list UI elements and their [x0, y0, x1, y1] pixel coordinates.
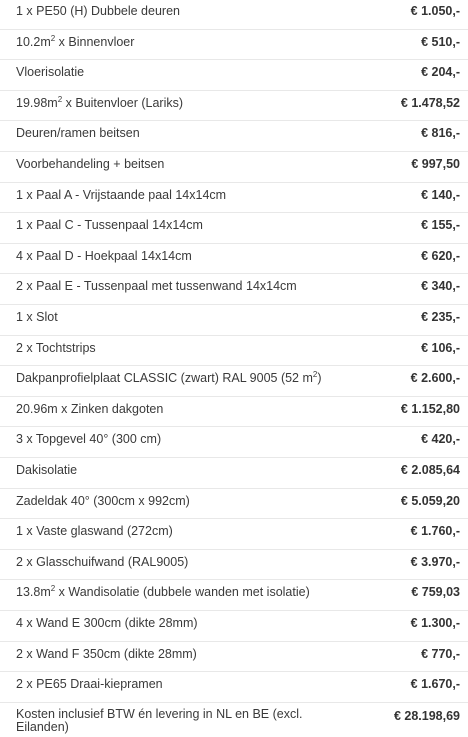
price-row [0, 489, 468, 520]
item-price: € 770,- [421, 646, 460, 661]
price-row [0, 213, 468, 244]
item-label: 2 x PE65 Draai-kiepramen [16, 677, 163, 692]
price-row [0, 427, 468, 458]
item-label: 2 x Glasschuifwand (RAL9005) [16, 554, 189, 569]
total-price: € 28.198,69 [393, 709, 460, 723]
item-label: $13.8m^2$ x Wandisolatie (dubbele wanden met isolatie) [16, 584, 310, 600]
item-price: € 2.600,- [410, 371, 460, 386]
item-label: Deuren/ramen beitsen [16, 126, 140, 141]
item-label: 1 x Paal C - Tussenpaal 14x14cm [16, 218, 203, 233]
item-price: € 997,50 [411, 157, 460, 171]
item-label: 2 x Paal E - Tussenpaal met tussenwand 14x14cm [16, 279, 297, 294]
item-label: Vloerisolatie [16, 65, 85, 80]
price-row [0, 244, 468, 275]
item-label: 1 x Vaste glaswand (272cm) [16, 524, 173, 539]
item-price: € 3.970,- [410, 554, 460, 569]
price-row [0, 397, 468, 428]
price-row [0, 642, 468, 673]
item-label: Dakpanprofielplaat CLASSIC (zwart) RAL 9005 (52 $m^2$) [16, 370, 322, 386]
item-price: € 759,03 [411, 585, 460, 600]
price-row [0, 519, 468, 550]
price-row [0, 366, 468, 397]
item-price: € 155,- [421, 218, 460, 233]
price-row [0, 458, 468, 489]
item-label: 1 x Paal A - Vrijstaande paal 14x14cm [16, 187, 227, 202]
total-row [0, 702, 468, 737]
total-label: Kosten inclusief BTW én levering in NL en BE (excl. Eilanden) [16, 707, 303, 734]
price-row [0, 0, 468, 30]
item-price: € 816,- [421, 126, 460, 141]
item-label: Zadeldak 40° (300cm x 992cm) [16, 493, 190, 508]
item-price: € 340,- [421, 279, 460, 294]
price-row [0, 60, 468, 91]
item-price: € 1.152,80 [400, 401, 460, 416]
item-label: 1 x PE50 (H) Dubbele deuren [16, 4, 180, 18]
item-price: € 510,- [421, 34, 460, 49]
price-row [0, 580, 468, 611]
item-price: € 106,- [421, 340, 460, 355]
item-label: 1 x Slot [16, 310, 58, 324]
item-label: $19.98m^2$ x Buitenvloer (Lariks) [16, 94, 184, 110]
price-row [0, 672, 468, 703]
item-label: 20.96m x Zinken dakgoten [16, 401, 164, 416]
item-price: € 235,- [421, 310, 460, 324]
price-row [0, 550, 468, 581]
item-price: € 420,- [421, 432, 460, 447]
item-label: 2 x Tochtstrips [16, 340, 96, 355]
item-price: € 1.670,- [410, 677, 460, 692]
price-row [0, 274, 468, 305]
item-label: 4 x Paal D - Hoekpaal 14x14cm [16, 248, 192, 263]
item-price: € 204,- [421, 65, 460, 80]
item-label: Voorbehandeling + beitsen [16, 157, 165, 171]
item-price: € 5.059,20 [400, 493, 460, 508]
item-price: € 140,- [421, 187, 460, 202]
item-price: € 1.300,- [410, 616, 460, 630]
item-label: $10.2m^2$ x Binnenvloer [16, 33, 135, 49]
item-label: Dakisolatie [16, 463, 78, 477]
price-row [0, 152, 468, 183]
price-row [0, 183, 468, 214]
item-price: € 2.085,64 [400, 463, 460, 477]
item-label: 3 x Topgevel 40° (300 cm) [16, 432, 162, 447]
price-row [0, 611, 468, 642]
item-label: 4 x Wand E 300cm (dikte 28mm) [16, 616, 198, 630]
price-row [0, 30, 468, 61]
item-price: € 620,- [421, 248, 460, 263]
price-row [0, 91, 468, 122]
item-price: € 1.760,- [410, 524, 460, 539]
price-row [0, 336, 468, 367]
item-price: € 1.478,52 [400, 95, 460, 110]
price-row [0, 121, 468, 152]
price-row [0, 305, 468, 336]
item-label: 2 x Wand F 350cm (dikte 28mm) [16, 646, 197, 661]
item-price: € 1.050,- [410, 4, 460, 18]
